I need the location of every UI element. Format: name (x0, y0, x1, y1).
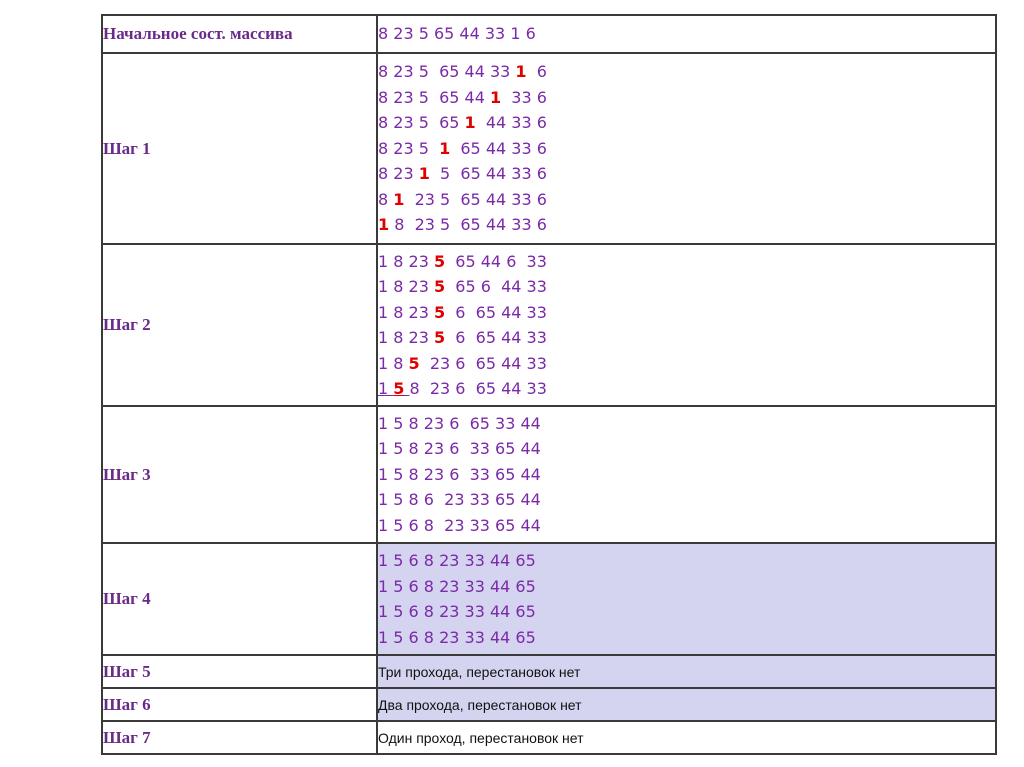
array-state-line (378, 300, 995, 326)
step-note: Три прохода, перестановок нет (377, 655, 996, 688)
array-segment: 8 23 5 65 44 (378, 87, 490, 107)
array-state-line (378, 599, 995, 625)
array-state-line (378, 351, 995, 377)
array-segment: 6 (526, 62, 547, 82)
array-state-line (378, 59, 995, 85)
highlighted-element: 5 (433, 302, 446, 322)
highlighted-element: 1 (378, 215, 390, 235)
array-states (377, 543, 996, 655)
array-segment: 8 23 5 65 (378, 113, 465, 133)
array-state-line (378, 274, 995, 300)
array-state-line (378, 21, 995, 47)
array-state-line (378, 462, 995, 488)
highlighted-element: 5 (433, 251, 446, 271)
table-row (102, 53, 996, 244)
array-segment: 6 65 44 33 (445, 302, 547, 322)
array-segment: 1 5 6 8 23 33 65 44 (378, 515, 541, 535)
step-label: Шаг 5 (102, 655, 377, 688)
array-state-line (378, 376, 995, 402)
array-segment: 1 (378, 379, 394, 398)
array-segment: 1 5 6 8 23 33 44 65 (378, 551, 536, 570)
array-state-line (378, 548, 995, 574)
highlighted-element: 1 (464, 113, 476, 133)
highlighted-element: 1 (393, 189, 405, 209)
array-segment: 1 8 23 (378, 328, 434, 347)
step-label: Шаг 4 (102, 543, 377, 655)
table-row (102, 543, 996, 655)
table-body (102, 15, 996, 754)
table-row (102, 655, 996, 688)
step-note: Один проход, перестановок нет (377, 721, 996, 754)
array-state-line (378, 85, 995, 111)
array-segment: 23 5 65 44 33 6 (404, 189, 547, 209)
array-segment: 65 44 6 33 (445, 251, 547, 271)
array-state-line (378, 249, 995, 275)
array-state-line (378, 625, 995, 651)
array-segment: 8 (378, 189, 394, 209)
sort-steps-table (101, 14, 997, 755)
array-segment: 33 6 (501, 87, 547, 107)
highlighted-element: 1 (489, 87, 502, 107)
step-label: Шаг 6 (102, 688, 377, 721)
highlighted-element: 1 (515, 62, 527, 82)
array-segment: 8 23 5 65 44 33 1 6 (378, 24, 536, 44)
array-state-line (378, 161, 995, 187)
highlighted-element: 1 (418, 164, 430, 184)
array-segment: 1 8 23 (378, 251, 434, 271)
array-state-line (378, 187, 995, 213)
highlighted-element: 5 (393, 379, 405, 398)
step-label: Шаг 1 (102, 53, 377, 244)
array-segment: 1 5 6 8 23 33 44 65 (378, 602, 536, 621)
array-segment: 8 23 (378, 164, 419, 184)
array-segment: 1 8 23 (378, 277, 434, 296)
array-segment: 8 23 5 65 44 33 (378, 62, 516, 82)
array-segment: 1 5 8 6 23 33 65 44 (378, 490, 541, 510)
array-segment: 1 5 8 23 6 33 65 44 (378, 439, 541, 459)
array-state-line (378, 325, 995, 351)
array-states (377, 15, 996, 53)
array-state-line (378, 436, 995, 462)
table-row (102, 721, 996, 754)
array-segment: 1 5 8 23 6 65 33 44 (378, 413, 541, 433)
array-state-line (378, 487, 995, 513)
highlighted-element: 1 (439, 138, 451, 158)
table-row (102, 406, 996, 543)
step-label: Шаг 2 (102, 244, 377, 406)
step-label: Начальное сост. массива (102, 15, 377, 53)
array-state-line (378, 110, 995, 136)
highlighted-element: 5 (408, 353, 420, 373)
array-segment: 8 23 5 (378, 138, 440, 158)
array-segment: 65 44 33 6 (450, 138, 547, 158)
array-segment: 65 6 44 33 (445, 277, 547, 296)
step-label: Шаг 3 (102, 406, 377, 543)
step-note: Два прохода, перестановок нет (377, 688, 996, 721)
highlighted-element: 5 (433, 277, 446, 296)
step-label: Шаг 7 (102, 721, 377, 754)
array-segment: 8 23 6 65 44 33 (409, 379, 547, 398)
array-segment: 1 5 8 23 6 33 65 44 (378, 464, 541, 484)
table-row (102, 15, 996, 53)
array-segment: 8 23 5 65 44 33 6 (389, 215, 547, 235)
array-segment: 1 5 6 8 23 33 44 65 (378, 576, 536, 596)
array-segment: 1 8 (378, 353, 409, 373)
array-state-line (378, 513, 995, 539)
array-segment: 6 65 44 33 (445, 328, 547, 347)
table-row (102, 688, 996, 721)
array-segment: 5 65 44 33 6 (429, 164, 547, 184)
array-state-line (378, 212, 995, 238)
array-state-line (378, 411, 995, 437)
array-states (377, 53, 996, 244)
highlighted-element: 5 (433, 328, 446, 347)
array-segment: 44 33 6 (475, 113, 547, 133)
table-row (102, 244, 996, 406)
array-segment: 1 8 23 (378, 302, 434, 322)
array-segment: 23 6 65 44 33 (419, 353, 547, 373)
array-states (377, 406, 996, 543)
array-segment: 1 5 6 8 23 33 44 65 (378, 627, 536, 647)
array-states (377, 244, 996, 406)
array-state-line (378, 574, 995, 600)
array-state-line (378, 136, 995, 162)
